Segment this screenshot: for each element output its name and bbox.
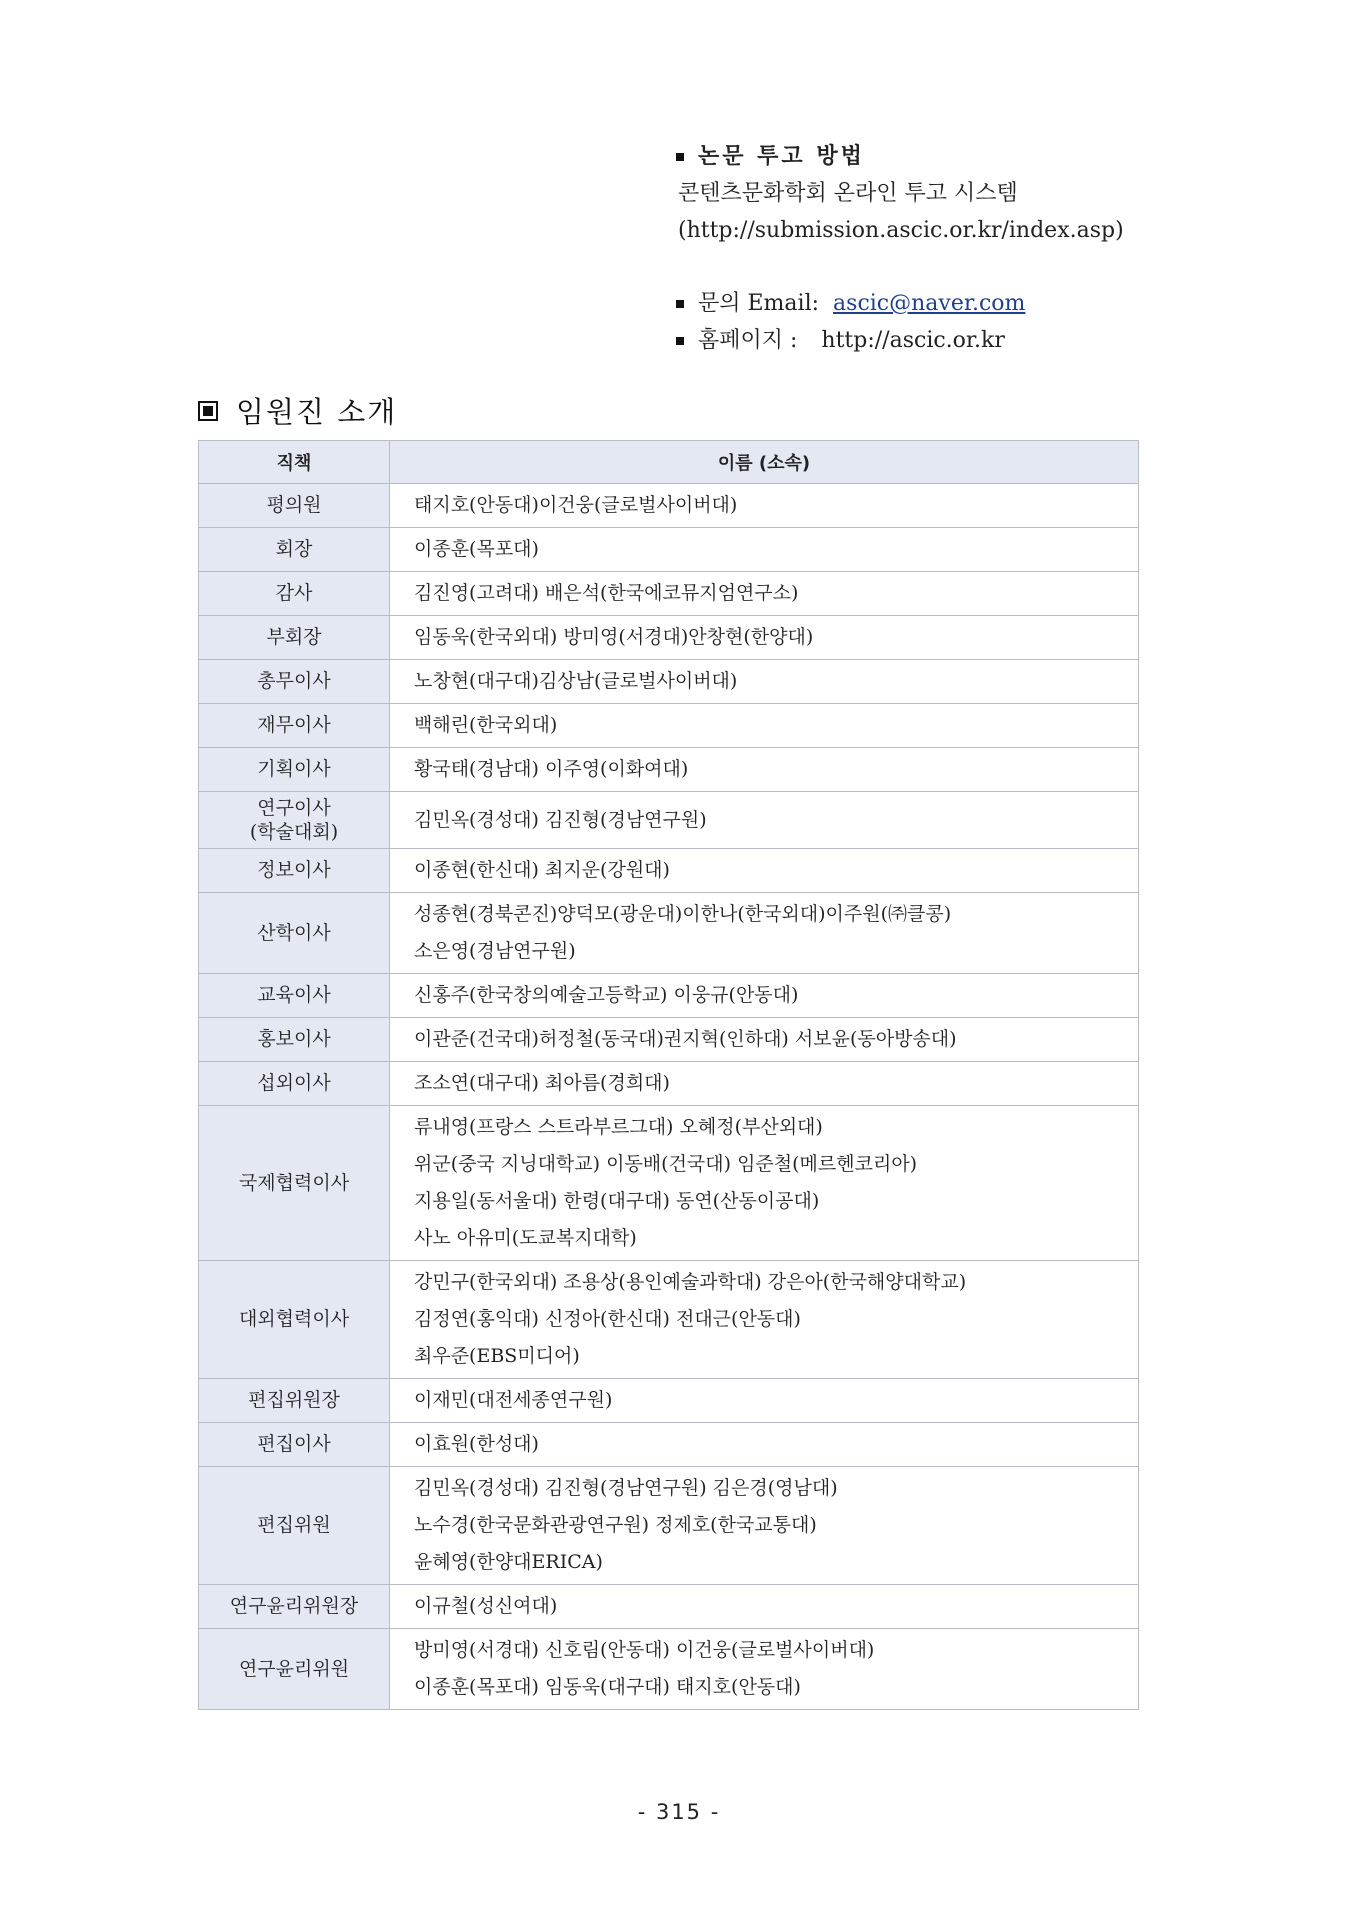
names-cell xyxy=(390,1062,1139,1106)
names-line: 강민구(한국외대) 조용상(용인예술과학대) 강은아(한국해양대학교) xyxy=(414,1271,967,1293)
names-line: 이종현(한신대) 최지운(강원대) xyxy=(414,859,670,881)
names-cell xyxy=(390,893,1139,974)
role-cell xyxy=(199,1467,390,1585)
names-line: 이재민(대전세종연구원) xyxy=(414,1389,613,1411)
table-row xyxy=(199,572,1139,616)
role-text: 재무이사 xyxy=(257,714,331,736)
names-cell xyxy=(390,704,1139,748)
names-cell xyxy=(390,1585,1139,1629)
names-cell xyxy=(390,1379,1139,1423)
names-line: 신홍주(한국창의예술고등학교) 이웅규(안동대) xyxy=(414,984,799,1006)
names-line: 황국태(경남대) 이주영(이화여대) xyxy=(414,758,689,780)
role-text: 교육이사 xyxy=(257,984,331,1006)
role-text: (학술대회) xyxy=(249,821,339,843)
table-row xyxy=(199,974,1139,1018)
role-cell xyxy=(199,974,390,1018)
square-marker-icon xyxy=(198,401,218,421)
header-names: 이름 (소속) xyxy=(390,441,1139,484)
names-line: 이종훈(목포대) xyxy=(414,538,539,560)
homepage-url: http://ascic.or.kr xyxy=(821,328,1005,353)
names-line: 최우준(EBS미디어) xyxy=(414,1345,580,1367)
role-cell xyxy=(199,616,390,660)
names-cell xyxy=(390,792,1139,849)
role-text: 산학이사 xyxy=(257,921,331,944)
role-cell xyxy=(199,660,390,704)
role-text: 국제협력이사 xyxy=(238,1171,350,1194)
role-cell xyxy=(199,572,390,616)
names-line: 이규철(성신여대) xyxy=(414,1595,558,1617)
officers-table-body xyxy=(199,484,1139,1710)
role-cell xyxy=(199,1062,390,1106)
role-text: 편집위원장 xyxy=(248,1389,340,1411)
role-text: 대외협력이사 xyxy=(238,1308,350,1330)
table-row xyxy=(199,748,1139,792)
page-number: - 315 - xyxy=(637,1800,721,1824)
email-link[interactable]: ascic@naver.com xyxy=(833,291,1026,316)
table-row xyxy=(199,893,1139,974)
email-label: 문의 Email: xyxy=(698,291,820,316)
submission-info xyxy=(672,138,1312,359)
table-row xyxy=(199,616,1139,660)
role-text: 정보이사 xyxy=(257,859,331,881)
table-header-row xyxy=(199,441,1139,484)
role-cell xyxy=(199,704,390,748)
names-cell xyxy=(390,660,1139,704)
officers-table xyxy=(198,440,1139,1710)
role-cell xyxy=(199,528,390,572)
role-cell xyxy=(199,1261,390,1379)
names-cell xyxy=(390,974,1139,1018)
table-row xyxy=(199,528,1139,572)
names-cell xyxy=(390,572,1139,616)
role-text: 부회장 xyxy=(266,626,322,648)
role-text: 연구윤리위원장 xyxy=(229,1595,359,1617)
table-row xyxy=(199,660,1139,704)
table-row xyxy=(199,1261,1139,1379)
names-line: 임동욱(한국외대) 방미영(서경대)안창현(한양대) xyxy=(414,626,814,648)
submission-heading: 논문 투고 방법 xyxy=(698,144,865,169)
names-cell xyxy=(390,616,1139,660)
names-line: 소은영(경남연구원) xyxy=(414,940,576,962)
names-line: 류내영(프랑스 스트라부르그대) 오혜정(부산외대) xyxy=(414,1116,823,1138)
table-row xyxy=(199,1467,1139,1585)
table-row xyxy=(199,1629,1139,1710)
role-cell xyxy=(199,1585,390,1629)
square-bullet-icon xyxy=(676,337,684,345)
role-cell xyxy=(199,1018,390,1062)
role-text: 연구윤리위원 xyxy=(238,1657,350,1680)
role-cell xyxy=(199,893,390,974)
role-text: 편집이사 xyxy=(257,1433,331,1455)
names-line: 사노 아유미(도쿄복지대학) xyxy=(414,1227,637,1249)
role-text: 편집위원 xyxy=(257,1514,331,1536)
names-cell xyxy=(390,1018,1139,1062)
table-row xyxy=(199,792,1139,849)
section-title: 임원진 소개 xyxy=(236,395,398,429)
table-row xyxy=(199,849,1139,893)
names-line: 윤혜영(한양대ERICA) xyxy=(414,1551,603,1573)
table-row xyxy=(199,1379,1139,1423)
names-cell xyxy=(390,849,1139,893)
role-text: 연구이사 xyxy=(257,797,331,819)
names-line: 백해린(한국외대) xyxy=(414,714,558,736)
homepage-label: 홈페이지 : xyxy=(698,328,798,353)
square-bullet-icon xyxy=(676,153,684,161)
table-row xyxy=(199,484,1139,528)
names-line: 태지호(안동대)이건웅(글로벌사이버대) xyxy=(414,494,738,516)
names-cell xyxy=(390,1261,1139,1379)
role-cell xyxy=(199,748,390,792)
role-cell xyxy=(199,484,390,528)
names-line: 조소연(대구대) 최아름(경희대) xyxy=(414,1072,670,1094)
section-heading xyxy=(198,390,397,431)
names-line: 성종현(경북콘진)양덕모(광운대)이한나(한국외대)이주원(㈜클콩) xyxy=(414,903,952,925)
names-line: 이효원(한성대) xyxy=(414,1433,539,1455)
table-row xyxy=(199,704,1139,748)
role-cell xyxy=(199,1629,390,1710)
names-line: 지용일(동서울대) 한령(대구대) 동연(산동이공대) xyxy=(414,1190,820,1212)
role-cell xyxy=(199,1379,390,1423)
square-bullet-icon xyxy=(676,300,684,308)
names-cell xyxy=(390,1467,1139,1585)
table-row xyxy=(199,1585,1139,1629)
table-row xyxy=(199,1018,1139,1062)
email-line xyxy=(672,285,1312,322)
names-line: 김민옥(경성대) 김진형(경남연구원) xyxy=(414,808,707,831)
names-line: 김정연(홍익대) 신정아(한신대) 전대근(안동대) xyxy=(414,1308,801,1330)
role-text: 평의원 xyxy=(266,494,322,516)
names-line: 김진영(고려대) 배은석(한국에코뮤지엄연구소) xyxy=(414,582,799,604)
role-text: 섭외이사 xyxy=(257,1072,331,1094)
names-line: 노창현(대구대)김상남(글로벌사이버대) xyxy=(414,670,738,692)
table-row xyxy=(199,1062,1139,1106)
names-line: 이종훈(목포대) 임동욱(대구대) 태지호(안동대) xyxy=(414,1676,801,1698)
table-row xyxy=(199,1423,1139,1467)
role-cell xyxy=(199,1423,390,1467)
names-cell xyxy=(390,484,1139,528)
table-row xyxy=(199,1106,1139,1261)
names-cell xyxy=(390,1106,1139,1261)
names-cell xyxy=(390,748,1139,792)
role-text: 기획이사 xyxy=(257,758,331,780)
names-line: 김민옥(경성대) 김진형(경남연구원) 김은경(영남대) xyxy=(414,1477,838,1499)
role-cell xyxy=(199,849,390,893)
names-line: 노수경(한국문화관광연구원) 정제호(한국교통대) xyxy=(414,1514,817,1536)
names-cell xyxy=(390,528,1139,572)
role-cell xyxy=(199,1106,390,1261)
homepage-line xyxy=(672,322,1312,359)
role-text: 홍보이사 xyxy=(257,1028,331,1050)
submission-system-url: (http://submission.ascic.or.kr/index.asp) xyxy=(678,218,1124,243)
submission-system-name: 콘텐츠문화학회 온라인 투고 시스템 xyxy=(678,181,1018,206)
role-text: 회장 xyxy=(275,538,313,560)
role-text: 총무이사 xyxy=(257,670,331,692)
names-line: 방미영(서경대) 신호림(안동대) 이건웅(글로벌사이버대) xyxy=(414,1639,875,1661)
names-line: 위군(중국 지닝대학교) 이동배(건국대) 임준철(메르헨코리아) xyxy=(414,1153,918,1175)
role-cell xyxy=(199,792,390,849)
header-role: 직책 xyxy=(199,441,390,484)
names-line: 이관준(건국대)허정철(동국대)권지혁(인하대) 서보윤(동아방송대) xyxy=(414,1028,957,1050)
names-cell xyxy=(390,1423,1139,1467)
submission-heading-line xyxy=(672,138,1312,175)
role-text: 감사 xyxy=(275,582,313,604)
names-cell xyxy=(390,1629,1139,1710)
